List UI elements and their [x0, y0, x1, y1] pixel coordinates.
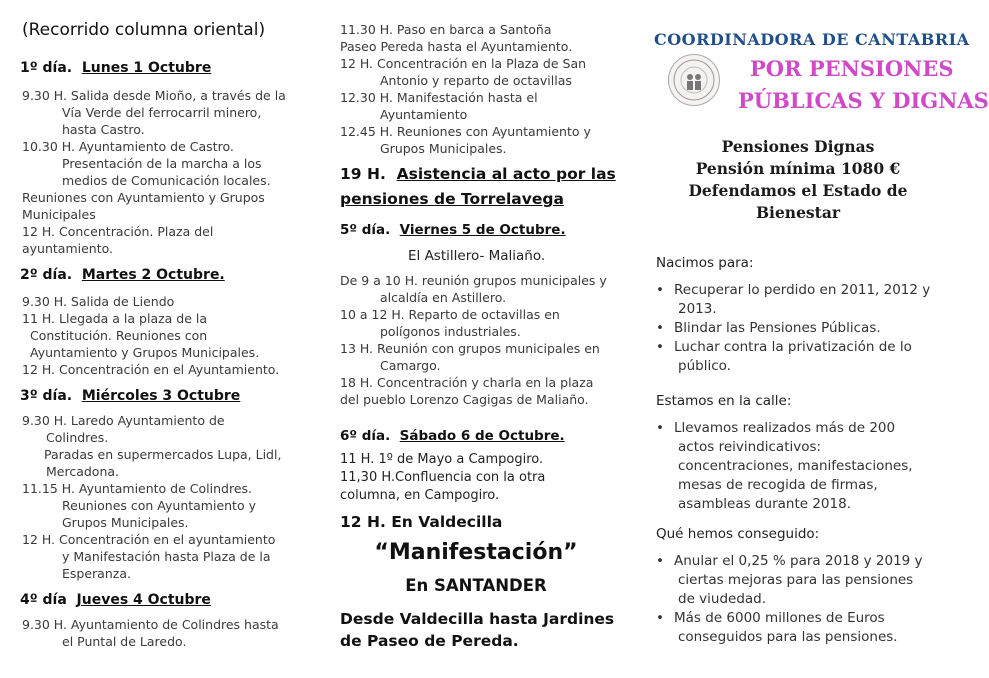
coordinadora-logo	[654, 26, 989, 122]
schedule-line: polígonos industriales.	[380, 324, 521, 339]
bullet-icon: •	[656, 282, 664, 298]
day5-date: Viernes 5 de Octubre.	[399, 222, 566, 238]
schedule-line: Colindres.	[46, 430, 109, 445]
schedule-line: Esperanza.	[62, 566, 131, 581]
bullet-text: asambleas durante 2018.	[678, 496, 851, 512]
schedule-line: 11,30 H.Confluencia con la otra	[340, 470, 546, 485]
schedule-line: Ayuntamiento y Grupos Municipales.	[30, 345, 260, 360]
slogan-line: Defendamos el Estado de	[688, 181, 908, 200]
emblem-icon	[668, 54, 720, 106]
schedule-line: hasta Castro.	[62, 122, 145, 137]
schedule-line: Ayuntamiento	[380, 107, 468, 122]
schedule-line: 9.30 H. Ayuntamiento de Colindres hasta	[22, 617, 279, 632]
day4-date: Jueves 4 Octubre	[76, 592, 211, 608]
day3-date: Miércoles 3 Octubre	[81, 388, 241, 404]
schedule-line: medios de Comunicación locales.	[62, 173, 271, 188]
route-header: (Recorrido columna oriental)	[22, 20, 266, 40]
schedule-line: 9.30 H. Salida desde Mioño, a través de la	[22, 88, 286, 103]
bullet-text: Recuperar lo perdido en 2011, 2012 y	[674, 282, 931, 298]
conseguido-title: Qué hemos conseguido:	[656, 526, 820, 542]
day5-place: El Astillero- Maliaño.	[408, 248, 546, 264]
day4-label: 4º día	[20, 592, 67, 608]
manifestacion-title: “Manifestación”	[374, 540, 578, 565]
schedule-line: Antonio y reparto de octavillas	[380, 73, 572, 88]
logo-line-1: COORDINADORA DE CANTABRIA	[654, 30, 970, 49]
bullet-text: 2013.	[678, 301, 717, 317]
schedule-line: 11.30 H. Paso en barca a Santoña	[340, 22, 552, 37]
schedule-line: el Puntal de Laredo.	[62, 634, 187, 649]
schedule-line: Reuniones con Ayuntamiento y Grupos	[22, 190, 265, 205]
day2-date: Martes 2 Octubre.	[81, 267, 225, 283]
bullet-text: conseguidos para las pensiones.	[678, 629, 898, 645]
schedule-line: 11 H. 1º de Mayo a Campogiro.	[340, 452, 544, 467]
schedule-line: Reuniones con Ayuntamiento y	[62, 498, 256, 513]
schedule-line: Camargo.	[380, 358, 441, 373]
bullet-text: ciertas mejoras para las pensiones	[678, 572, 914, 588]
schedule-line: 12.30 H. Manifestación hasta el	[340, 90, 538, 105]
bullet-text: Luchar contra la privatización de lo	[674, 339, 912, 355]
schedule-line: 18 H. Concentración y charla en la plaza	[340, 375, 594, 390]
bullet-text: Blindar las Pensiones Públicas.	[674, 320, 881, 336]
day6-heading	[340, 428, 565, 444]
bullet-text: público.	[678, 358, 731, 374]
bullet-text: Llevamos realizados más de 200	[674, 420, 896, 436]
bullet-text: concentraciones, manifestaciones,	[678, 458, 913, 474]
day2-label: 2º día.	[20, 267, 73, 283]
day1-heading	[20, 60, 211, 76]
schedule-line: ayuntamiento.	[22, 241, 114, 256]
schedule-line: Presentación de la marcha a los	[62, 156, 262, 171]
schedule-line: Constitución. Reuniones con	[30, 328, 208, 343]
schedule-line: del pueblo Lorenzo Cagigas de Maliaño.	[340, 392, 589, 407]
schedule-line: 10.30 H. Ayuntamiento de Castro.	[22, 139, 234, 154]
day3-label: 3º día.	[20, 388, 73, 404]
schedule-line: 9.30 H. Laredo Ayuntamiento de	[22, 413, 225, 428]
schedule-line: 12 H. Concentración en el ayuntamiento	[22, 532, 276, 547]
bullet-icon: •	[656, 420, 664, 436]
schedule-line: 13 H. Reunión con grupos municipales en	[340, 341, 600, 356]
schedule-line: 11 H. Llegada a la plaza de la	[22, 311, 208, 326]
valdecilla-time: 12 H. En Valdecilla	[340, 513, 503, 531]
slogan-line: Pensiones Dignas	[721, 137, 875, 156]
schedule-line: Grupos Municipales.	[380, 141, 507, 156]
calle-title: Estamos en la calle:	[656, 393, 792, 409]
day1-date: Lunes 1 Octubre	[81, 60, 212, 76]
day1-label: 1º día.	[20, 60, 73, 76]
slogan-line: Bienestar	[755, 203, 841, 222]
schedule-line: Municipales	[22, 207, 96, 222]
route-final-line-2: de Paseo de Pereda.	[340, 632, 519, 650]
bullet-icon: •	[656, 610, 664, 626]
schedule-line: Mercadona.	[46, 464, 120, 479]
schedule-line: Paradas en supermercados Lupa, Lidl,	[44, 447, 282, 462]
logo-line-3: PÚBLICAS Y DIGNAS	[738, 88, 989, 113]
bullet-text: actos reivindicativos:	[678, 439, 822, 455]
nacimos-title: Nacimos para:	[656, 255, 754, 271]
day2-heading	[20, 267, 225, 283]
schedule-line: y Manifestación hasta Plaza de la	[62, 549, 271, 564]
schedule-line: Grupos Municipales.	[62, 515, 189, 530]
schedule-line: 9.30 H. Salida de Liendo	[22, 294, 175, 309]
schedule-line: 12 H. Concentración en el Ayuntamiento.	[22, 362, 280, 377]
day5-heading	[340, 222, 566, 238]
torrelavega-text-1: Asistencia al acto por las	[396, 165, 616, 183]
schedule-line: 12.45 H. Reuniones con Ayuntamiento y	[340, 124, 591, 139]
day6-label: 6º día.	[340, 428, 391, 444]
bullet-text: Anular el 0,25 % para 2018 y 2019 y	[674, 553, 923, 569]
schedule-line: 10 a 12 H. Reparto de octavillas en	[340, 307, 560, 322]
torrelavega-time: 19 H.	[340, 165, 386, 183]
schedule-line: De 9 a 10 H. reunión grupos municipales y	[340, 273, 607, 288]
schedule-line: alcaldía en Astillero.	[380, 290, 507, 305]
day5-label: 5º día.	[340, 222, 391, 238]
torrelavega-event	[340, 164, 616, 184]
logo-line-2: POR PENSIONES	[750, 56, 954, 81]
day6-date: Sábado 6 de Octubre.	[399, 428, 565, 444]
schedule-line: Paseo Pereda hasta el Ayuntamiento.	[340, 39, 573, 54]
route-final-line-1: Desde Valdecilla hasta Jardines	[340, 610, 615, 628]
bullet-text: Más de 6000 millones de Euros	[674, 610, 885, 626]
schedule-line: 12 H. Concentración en la Plaza de San	[340, 56, 587, 71]
day4-heading	[20, 592, 211, 608]
torrelavega-text-2: pensiones de Torrelavega	[340, 190, 564, 208]
slogan-line: Pensión mínima 1080 €	[695, 159, 901, 178]
bullet-icon: •	[656, 320, 664, 336]
bullet-icon: •	[656, 553, 664, 569]
schedule-line: Vía Verde del ferrocarril minero,	[62, 105, 262, 120]
bullet-text: de viudedad.	[678, 591, 767, 607]
bullet-text: mesas de recogida de firmas,	[678, 477, 878, 493]
schedule-line: columna, en Campogiro.	[340, 488, 500, 503]
torrelavega-line2	[340, 189, 564, 209]
bullet-icon: •	[656, 339, 664, 355]
day3-heading	[20, 388, 240, 404]
schedule-line: 12 H. Concentración. Plaza del	[22, 224, 214, 239]
schedule-line: 11.15 H. Ayuntamiento de Colindres.	[22, 481, 252, 496]
santander-title: En SANTANDER	[405, 576, 547, 595]
